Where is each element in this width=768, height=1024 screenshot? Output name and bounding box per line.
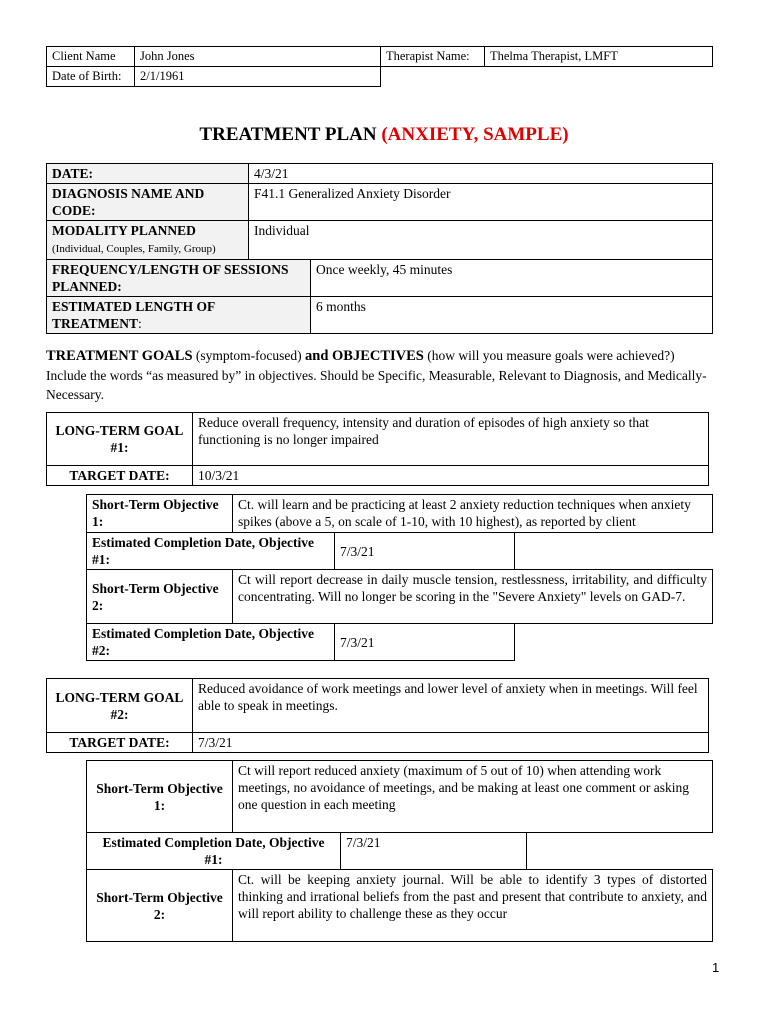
objectives-paren: (how will you measure goals were achieved?) bbox=[423, 348, 675, 363]
modality-label bbox=[47, 221, 249, 260]
goal-1-objective-1-date-label: Estimated Completion Date, Objective #1: bbox=[87, 533, 335, 570]
empty-cell bbox=[515, 533, 713, 570]
long-term-goal-1-table bbox=[46, 412, 709, 486]
empty-cell bbox=[381, 67, 485, 87]
goal-2-target-value: 7/3/21 bbox=[193, 733, 709, 753]
title-accent: (ANXIETY, SAMPLE) bbox=[381, 124, 569, 145]
client-name-value: John Jones bbox=[135, 47, 381, 67]
goal-1-text: Reduce overall frequency, intensity and duration of episodes of high anxiety so that functioning is no longer impaired bbox=[193, 413, 709, 466]
goal-2-objective-1-text: Ct will report reduced anxiety (maximum of 5 out of 10) when attending work meetings, no avoidance of meetings, and be making at least one comment or asking one question in each meeting bbox=[233, 761, 713, 833]
objectives-heading: and OBJECTIVES bbox=[305, 348, 424, 364]
goals-paren: (symptom-focused) bbox=[192, 348, 305, 363]
length-label-colon: : bbox=[138, 316, 142, 331]
goal-2-objective-2-text: Ct. will be keeping anxiety journal. Will be able to identify 3 types of distorted thinking and irrational beliefs from the past and present that contribute to anxiety, and will report ability to challenge these as they occur bbox=[233, 870, 713, 942]
goal-1-objective-2-text: Ct will report decrease in daily muscle tension, restlessness, irritability, and difficulty concentrating. Will no longer be scoring in the "Severe Anxiety" levels on GAD-7. bbox=[233, 570, 713, 624]
goal-1-label: LONG-TERM GOAL #1: bbox=[47, 413, 193, 466]
goal-2-objective-2-label: Short-Term Objective 2: bbox=[87, 870, 233, 942]
goal-1-objective-2-date-label: Estimated Completion Date, Objective #2: bbox=[87, 624, 335, 661]
client-info-table bbox=[46, 46, 713, 87]
empty-cell bbox=[515, 624, 713, 661]
goal-1-objective-1-date: 7/3/21 bbox=[335, 533, 515, 570]
goal-2-text: Reduced avoidance of work meetings and lower level of anxiety when in meetings. Will feel able to speak in meetings. bbox=[193, 679, 709, 733]
therapist-name-value: Thelma Therapist, LMFT bbox=[485, 47, 713, 67]
goal-2-objective-1-date-label: Estimated Completion Date, Objective #1: bbox=[87, 833, 341, 870]
length-label bbox=[47, 297, 311, 334]
length-label-text: ESTIMATED LENGTH OF TREATMENT bbox=[52, 299, 215, 331]
dob-value: 2/1/1961 bbox=[135, 67, 381, 87]
frequency-label: FREQUENCY/LENGTH OF SESSIONS PLANNED: bbox=[47, 260, 311, 297]
length-value: 6 months bbox=[311, 297, 713, 334]
goal-2-target-label: TARGET DATE: bbox=[47, 733, 193, 753]
modality-label-text: MODALITY PLANNED bbox=[52, 223, 196, 238]
goal-1-objective-2-label: Short-Term Objective 2: bbox=[87, 570, 233, 624]
goals-heading: TREATMENT GOALS bbox=[46, 348, 193, 364]
goals-instructions: Include the words “as measured by” in objectives. Should be Specific, Measurable, Relevant to Diagnosis, and Medically-Necessary. bbox=[46, 368, 707, 402]
goal-2-objective-1-label: Short-Term Objective 1: bbox=[87, 761, 233, 833]
empty-cell bbox=[485, 67, 713, 87]
goal-1-objective-1-label: Short-Term Objective 1: bbox=[87, 495, 233, 533]
title-main: TREATMENT PLAN bbox=[199, 124, 382, 145]
page-title bbox=[0, 124, 768, 146]
diagnosis-value: F41.1 Generalized Anxiety Disorder bbox=[249, 184, 713, 221]
goal-1-target-value: 10/3/21 bbox=[193, 466, 709, 486]
goal-1-objective-2-date: 7/3/21 bbox=[335, 624, 515, 661]
plan-info-table bbox=[46, 163, 713, 334]
goal-1-target-label: TARGET DATE: bbox=[47, 466, 193, 486]
diagnosis-label: DIAGNOSIS NAME AND CODE: bbox=[47, 184, 249, 221]
frequency-value: Once weekly, 45 minutes bbox=[311, 260, 713, 297]
client-name-label: Client Name bbox=[47, 47, 135, 67]
goal-1-objectives-table bbox=[86, 494, 713, 661]
date-value: 4/3/21 bbox=[249, 164, 713, 184]
therapist-name-label: Therapist Name: bbox=[381, 47, 485, 67]
dob-label: Date of Birth: bbox=[47, 67, 135, 87]
goal-2-objectives-table bbox=[86, 760, 713, 942]
long-term-goal-2-table bbox=[46, 678, 709, 753]
modality-value: Individual bbox=[249, 221, 713, 260]
goal-1-objective-1-text: Ct. will learn and be practicing at least 2 anxiety reduction techniques when anxiety spikes (above a 5, on scale of 1-10, with 10 highest), as reported by client bbox=[233, 495, 713, 533]
page-number: 1 bbox=[712, 960, 720, 975]
goal-2-label: LONG-TERM GOAL #2: bbox=[47, 679, 193, 733]
goal-2-objective-1-date: 7/3/21 bbox=[341, 833, 527, 870]
empty-cell bbox=[527, 833, 713, 870]
modality-hint: (Individual, Couples, Family, Group) bbox=[52, 243, 216, 255]
goals-intro bbox=[46, 346, 726, 404]
date-label: DATE: bbox=[47, 164, 249, 184]
